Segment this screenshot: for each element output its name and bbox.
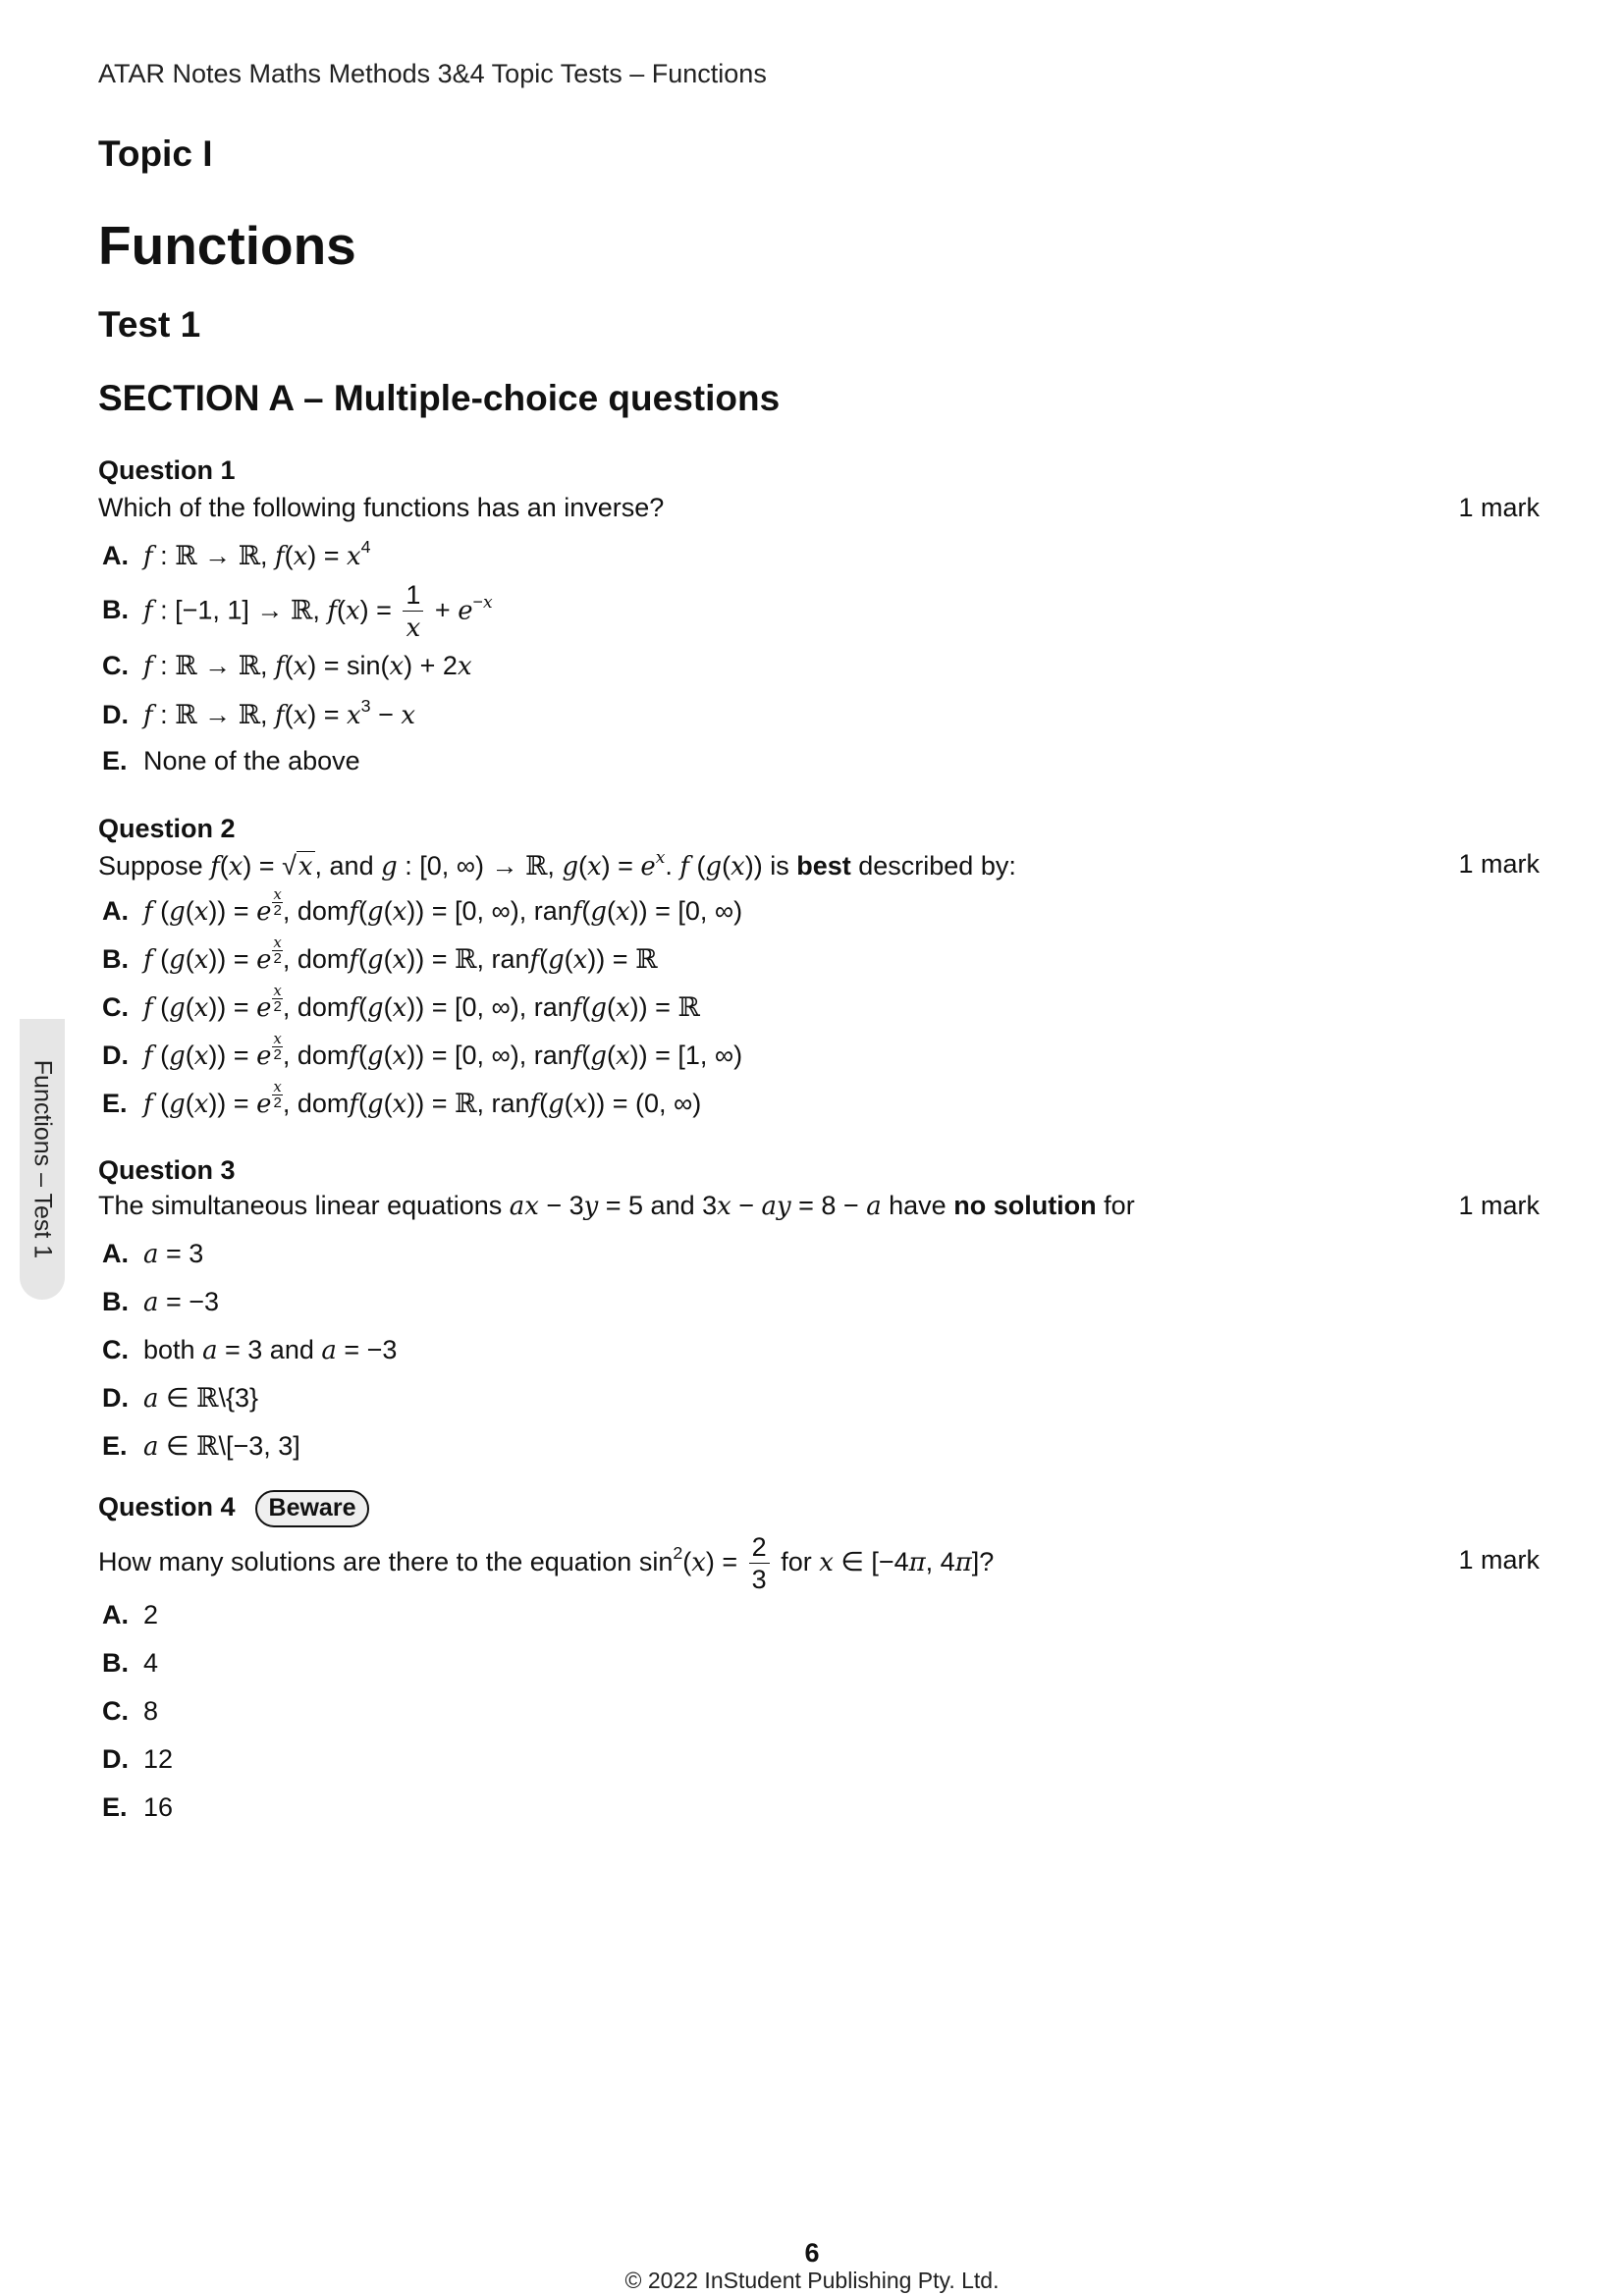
option-label: B. (102, 1287, 129, 1316)
option-label: A. (102, 1239, 129, 1268)
question-3-title: Question 3 (98, 1155, 236, 1185)
test-label: Test 1 (98, 304, 201, 345)
option-text: None of the above (143, 746, 360, 775)
question-4-mark: 1 mark (1458, 1545, 1540, 1575)
option-text: 12 (143, 1744, 174, 1774)
option-label: D. (102, 1041, 129, 1070)
q2-option-a (102, 885, 743, 927)
q1-option-c (102, 651, 472, 681)
side-tab-label: Functions – Test 1 (28, 1059, 57, 1259)
option-text: f : ℝ → ℝ, $f(x) = x^3 - x$ (143, 696, 415, 730)
question-text: Which of the following functions has an inverse? (98, 493, 665, 522)
option-text: a ∈ ℝ\[−3, 3] (143, 1431, 300, 1462)
q3-option-e (102, 1431, 300, 1462)
question-2-title: Question 2 (98, 814, 236, 843)
option-label: C. (102, 1696, 129, 1726)
question-2-text: Suppose f(x) = √x, and g : [0, ∞) → ℝ, $g(x) = e^x$. f (g(x)) is best described by: (98, 848, 1016, 881)
side-tab (20, 1019, 65, 1300)
question-2-mark: 1 mark (1458, 849, 1540, 879)
option-label: A. (102, 541, 129, 570)
option-label: D. (102, 1383, 129, 1413)
option-text: both a = 3 and a = −3 (143, 1335, 398, 1365)
option-text: f (g(x)) = e $\frac{x}{2}$ , domf(g(x)) = [0, ∞), ranf(g(x)) = [0, ∞) (143, 885, 743, 927)
q4-option-c (102, 1696, 158, 1727)
option-text: 8 (143, 1696, 159, 1726)
q1-option-e (102, 746, 360, 776)
question-4-text: How many solutions are there to the equation $\sin^2(x)$ = $\frac{2}{3}$ for x ∈ [−4π, 4π]? (98, 1532, 995, 1595)
option-label: A. (102, 896, 129, 926)
option-text: f (g(x)) = e $\frac{x}{2}$ , domf(g(x)) = ℝ, ranf(g(x)) = ℝ (143, 934, 658, 975)
option-label: C. (102, 1335, 129, 1364)
topic-label: Topic I (98, 133, 213, 174)
option-label: E. (102, 1089, 128, 1118)
option-text: f : ℝ → ℝ, $f(x) = x^4$ (143, 537, 371, 571)
option-label: E. (102, 1792, 128, 1822)
option-text: 16 (143, 1792, 174, 1822)
option-text: a = 3 (143, 1239, 204, 1269)
q2-option-e (102, 1078, 702, 1119)
q2-option-b (102, 934, 658, 975)
option-text: a ∈ ℝ\{3} (143, 1383, 258, 1414)
q4-option-b (102, 1648, 158, 1679)
page-number: 6 (804, 2238, 820, 2268)
question-3-text: The simultaneous linear equations ax − 3y = 5 and 3x − ay = 8 − a have no solution for (98, 1191, 1135, 1221)
option-text: f (g(x)) = e $\frac{x}{2}$ , domf(g(x)) = [0, ∞), ranf(g(x)) = ℝ (143, 982, 700, 1023)
q2-option-d (102, 1030, 743, 1071)
option-label: D. (102, 700, 129, 729)
q4-option-e (102, 1792, 173, 1823)
option-label: B. (102, 595, 129, 625)
q1-option-b (102, 579, 493, 644)
option-text: f : ℝ → ℝ, f(x) = sin(x) + 2x (143, 651, 472, 681)
option-label: A. (102, 1600, 129, 1629)
q3-option-d (102, 1383, 258, 1414)
q1-option-d (102, 698, 415, 730)
q3-option-c (102, 1335, 397, 1365)
option-text: f : [−1, 1] → ℝ, f(x) = $\frac{1}{x}$ + $e^{-x}$ (143, 580, 493, 644)
q3-option-b (102, 1287, 219, 1317)
q4-option-d (102, 1744, 173, 1775)
copyright: © 2022 InStudent Publishing Pty. Ltd. (624, 2268, 1000, 2293)
option-label: B. (102, 944, 129, 974)
section-heading: SECTION A – Multiple-choice questions (98, 378, 781, 418)
question-1-title: Question 1 (98, 455, 236, 485)
option-label: B. (102, 1648, 129, 1678)
question-4-title (98, 1490, 369, 1527)
running-header: ATAR Notes Maths Methods 3&4 Topic Tests – Functions (98, 59, 767, 88)
q4-option-a (102, 1600, 158, 1630)
option-text: 4 (143, 1648, 159, 1678)
question-1-mark: 1 mark (1458, 493, 1540, 522)
beware-badge: Beware (255, 1490, 370, 1527)
option-label: E. (102, 746, 128, 775)
question-1-text (98, 493, 1542, 523)
option-text: a = −3 (143, 1287, 220, 1317)
option-text: 2 (143, 1600, 159, 1629)
page-title: Functions (98, 215, 356, 276)
option-label: C. (102, 651, 129, 680)
q1-option-a (102, 539, 371, 571)
question-title-label: Question 4 (98, 1492, 236, 1522)
option-text: f (g(x)) = e $\frac{x}{2}$ , domf(g(x)) = [0, ∞), ranf(g(x)) = [1, ∞) (143, 1030, 743, 1071)
q3-option-a (102, 1239, 203, 1269)
question-3-mark: 1 mark (1458, 1191, 1540, 1220)
option-label: E. (102, 1431, 128, 1461)
option-text: f (g(x)) = e $\frac{x}{2}$ , domf(g(x)) = ℝ, ranf(g(x)) = (0, ∞) (143, 1078, 702, 1119)
option-label: C. (102, 992, 129, 1022)
option-label: D. (102, 1744, 129, 1774)
q2-option-c (102, 982, 700, 1023)
